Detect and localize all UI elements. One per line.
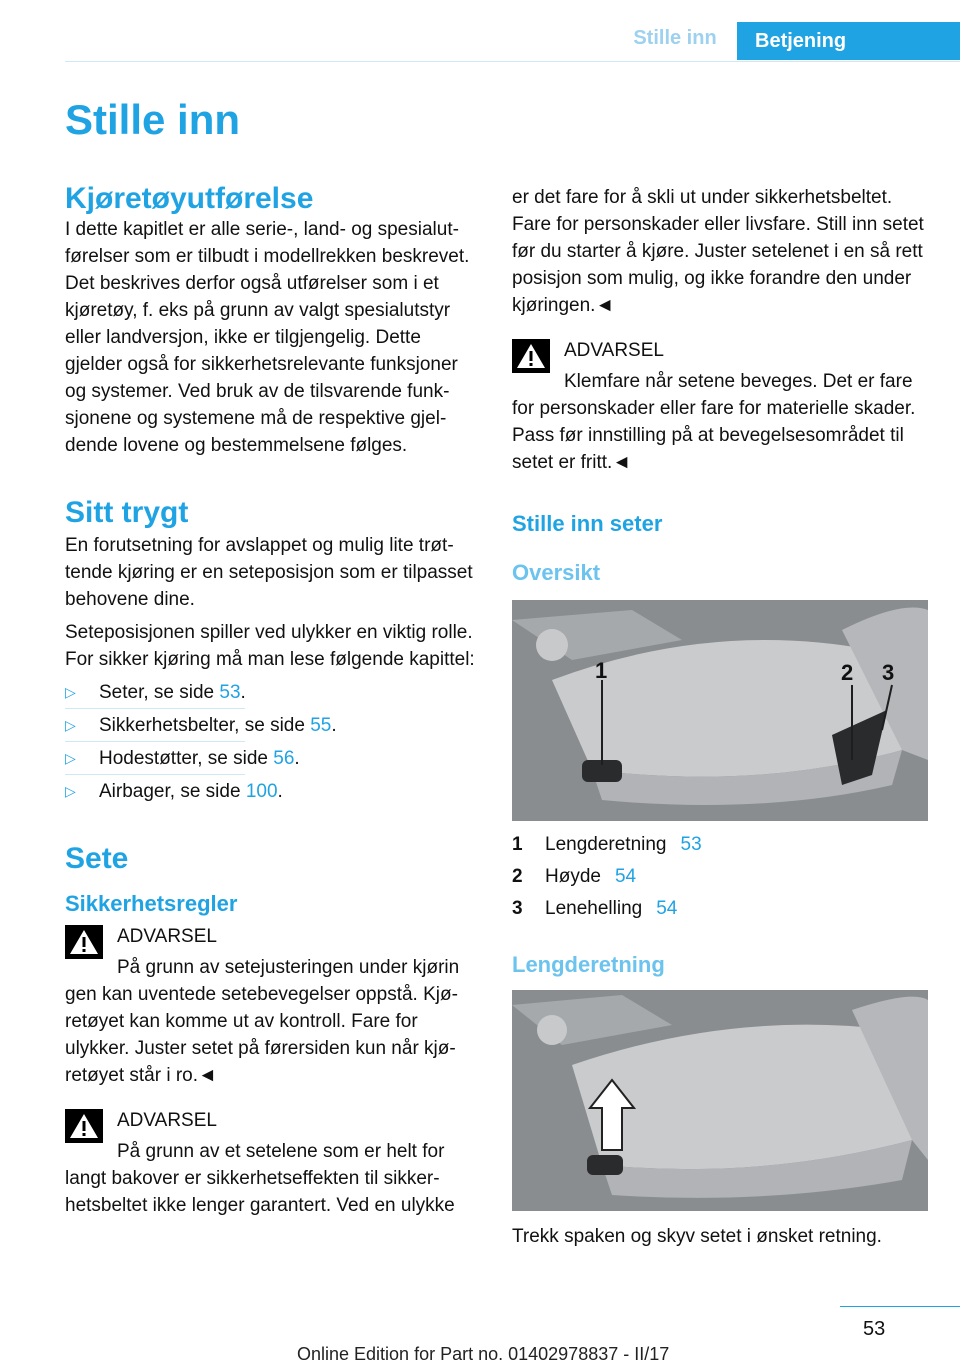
page-link[interactable]: 55	[310, 715, 332, 736]
warning-first-line: På grunn av setejusteringen under kjørin	[117, 957, 460, 978]
page-link[interactable]: 54	[656, 898, 678, 919]
heading-adjust-seats: Stille inn seter	[512, 511, 663, 536]
page-link[interactable]: 53	[219, 682, 241, 703]
list-divider	[65, 708, 245, 709]
heading-vehicle-variant: Kjøretøyutførelse	[65, 182, 314, 215]
legend-number: 1	[512, 834, 523, 855]
list-divider	[65, 741, 245, 742]
list-item: ▷ Airbager, se side 100.	[65, 778, 477, 805]
warning-text: langt bakover er sikkerhetseffekten til sikkerhetsbeltet ikke lenger garantert. Ved en ulykke	[65, 1168, 455, 1216]
header-rule	[65, 61, 960, 62]
heading-seat: Sete	[65, 842, 129, 875]
callout-legend	[512, 829, 928, 925]
triangle-bullet-icon: ▷	[65, 783, 76, 799]
warning-first-line: Klemfare når setene beveges. Det er fare	[564, 371, 913, 392]
legend-number: 2	[512, 866, 523, 887]
length-direction-instruction: Trekk spaken og skyv setet i ønsket retning.	[512, 1226, 882, 1247]
sit-safely-paragraph-1: En forutsetning for avslappet og mulig lite trøttende kjøring er en seteposisjon som er tilpasset behovene dine.	[65, 535, 473, 610]
footer-rule	[840, 1306, 960, 1307]
warning-triangle-icon	[65, 925, 103, 959]
triangle-bullet-icon: ▷	[65, 684, 76, 700]
warning-text: for personskader eller fare for materielle skader. Pass før innstilling på at bevegelsesområdet til setet er fritt.◄	[512, 398, 916, 473]
legend-number: 3	[512, 898, 523, 919]
callout-1: 1	[595, 658, 608, 683]
list-item: ▷ Sikkerhetsbelter, se side 55.	[65, 712, 477, 739]
page-link[interactable]: 100	[245, 781, 278, 802]
callout-2: 2	[841, 660, 854, 685]
warning-block	[65, 923, 477, 1089]
warning-first-line: På grunn av et setelene som er helt for	[117, 1141, 445, 1162]
triangle-bullet-icon: ▷	[65, 750, 76, 766]
list-item: ▷ Hodestøtter, se side 56.	[65, 745, 477, 772]
right-column	[512, 184, 928, 1250]
header-chapter-label: Betjening	[755, 29, 847, 52]
seat-length-adjust-illustration	[512, 990, 928, 1211]
header-chapter-tab	[737, 22, 960, 60]
legend-label: Høyde	[545, 866, 601, 887]
warning-block	[512, 337, 928, 476]
heading-safety-rules: Sikkerhetsregler	[65, 891, 238, 916]
legend-item	[512, 893, 928, 925]
heading-length-direction: Lengderetning	[512, 952, 665, 977]
chapter-reference-list	[65, 679, 477, 805]
heading-sit-safely: Sitt trygt	[65, 496, 189, 529]
page-link[interactable]: 56	[273, 748, 295, 769]
header-section-tab: Stille inn	[633, 27, 717, 49]
warning-label: ADVARSEL	[117, 1110, 217, 1131]
list-item: ▷ Seter, se side 53.	[65, 679, 477, 706]
page-link[interactable]: 54	[614, 866, 637, 887]
triangle-bullet-icon: ▷	[65, 717, 76, 733]
warning-label: ADVARSEL	[564, 340, 664, 361]
sit-safely-paragraph-2: Seteposisjonen spiller ved ulykker en viktig rolle. For sikker kjøring må man lese følgende kapittel:	[65, 622, 475, 670]
warning-continuation-text: er det fare for å skli ut under sikkerhetsbeltet. Fare for personskader eller livsfare. Still inn setet før du starter å kjøre. Juster setelenet i en så rett posisjon som mulig, og ikke forandre den under kjøringen.◄	[512, 187, 924, 316]
heading-overview: Oversikt	[512, 560, 601, 585]
vehicle-variant-text: I dette kapitlet er alle serie-, land- og spesialutførelser som er tilbudt i modellrekken beskrevet. Det beskrives derfor også utførelser som i et kjøretøy, f. eks på grunn av valgt spesialutstyr eller landversjon, ikke er tilgjengelig. Dette gjelder også for sikkerhetsrelevante funksjoner og systemer. Ved bruk av de tilsvarende funksjonene og systemene må de respektive gjeldende lovene og bestemmelsene følges.	[65, 219, 470, 456]
legend-label: Lenehelling	[545, 898, 643, 919]
warning-text: gen kan uventede setebevegelser oppstå. Kjøretøyet kan komme ut av kontroll. Fare for ulykker. Juster setet på førersiden kun når kjøretøyet står i ro.◄	[65, 984, 458, 1086]
legend-item	[512, 861, 928, 893]
left-column	[65, 182, 477, 1219]
list-divider	[65, 774, 245, 775]
seat-overview-illustration	[512, 600, 928, 821]
edition-footer: Online Edition for Part no. 01402978837 - II/17	[297, 1344, 670, 1364]
list-item-text: Seter, se side	[99, 682, 220, 703]
page-number: 53	[863, 1318, 886, 1340]
legend-label: Lengderetning	[545, 834, 667, 855]
legend-item	[512, 829, 928, 861]
callout-3: 3	[882, 660, 895, 685]
warning-triangle-icon	[65, 1109, 103, 1143]
page-title: Stille inn	[65, 96, 241, 143]
page-link[interactable]: 53	[680, 834, 702, 855]
list-item-text: Hodestøtter, se side	[99, 748, 274, 769]
warning-block	[65, 1107, 477, 1219]
warning-triangle-icon	[512, 339, 550, 373]
list-item-text: Sikkerhetsbelter, se side	[99, 715, 311, 736]
list-item-text: Airbager, se side	[99, 781, 246, 802]
warning-label: ADVARSEL	[117, 926, 217, 947]
